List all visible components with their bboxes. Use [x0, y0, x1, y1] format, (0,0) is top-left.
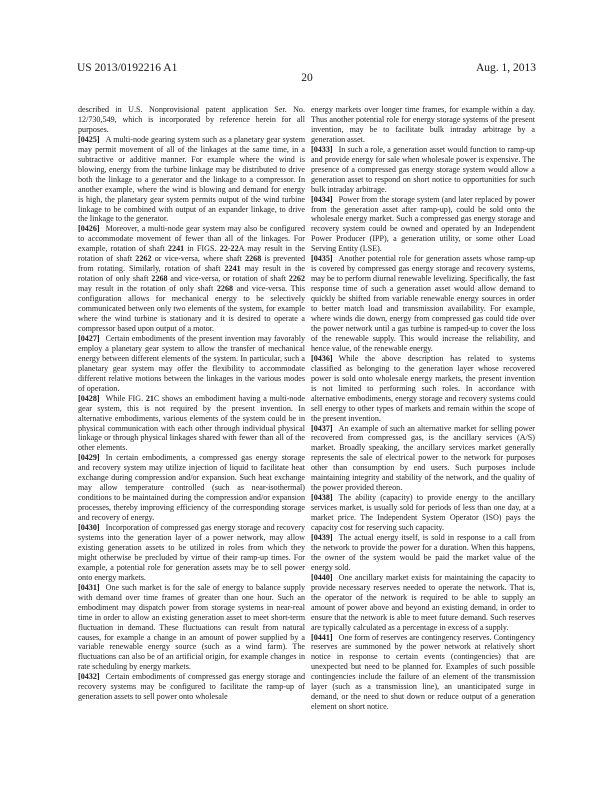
paragraph — [78, 334, 305, 394]
paragraph — [78, 583, 305, 673]
paragraph-text: Certain embodiments of the present invention may favorably employ a planetary gear system to allow the transfer of mechanical energy between different elements of the system. In particular, such a planetary gear system may offer the flexibility to accommodate different relative motions between the linkages in the various modes of operation. — [78, 333, 305, 393]
paragraph-number: [0429] — [78, 453, 100, 463]
paragraph-number: [0427] — [78, 333, 100, 343]
paragraph — [311, 105, 535, 145]
page-number: 20 — [301, 72, 313, 84]
paragraph — [311, 195, 535, 255]
paragraph-text: In such a role, a generation asset would function to ramp-up and provide energy for sale when wholesale power is expensive. The presence of a compressed gas energy storage system would allow a generation asset to respond on short notice to opportunities for such bulk intraday arbitrage. — [311, 144, 535, 194]
paragraph-text: In certain embodiments, a compressed gas energy storage and recovery system may utilize injection of liquid to facilitate heat exchange during compression and/or expansion. Such heat exchange may allow temperature controlled (such as near-isothermal) conditions to be maintained during the compression and/or expansion processes, thereby improving efficiency of the corresponding storage and recovery of energy. — [78, 453, 305, 523]
paragraph-number: [0434] — [311, 194, 333, 204]
paragraph-number: [0438] — [311, 493, 333, 503]
paragraph — [78, 394, 305, 454]
paragraph — [311, 424, 535, 494]
paragraph-text: energy markets over longer time frames, for example within a day. Thus another potential role for energy storage systems of the present invention, may be to facilitate bulk intraday arbitrage by a generation asset. — [311, 105, 535, 144]
paragraph-number: [0431] — [78, 582, 100, 592]
paragraph-text: Incorporation of compressed gas energy storage and recovery systems into the generation layer of a power network, may allow existing generation assets to be utilized in roles from which they might otherwise be precluded by virtue of their ramp-up times. For example, a potential role for generation assets may be to sell power onto energy markets. — [78, 523, 305, 582]
paragraph-text: One ancillary market exists for maintaining the capacity to provide necessary reserves needed to operate the network. That is, the operator of the network is required to be able to supply an amount of power above and beyond an existing demand, in order to ensure that the network is able to meet future demand. Such reserves are typically calculated as a percentage in excess of a supply. — [311, 572, 535, 632]
paragraph — [311, 354, 535, 424]
paragraph-number: [0441] — [311, 632, 333, 642]
paragraph — [78, 672, 305, 702]
publication-number: US 2013/0192216 A1 — [77, 62, 178, 74]
paragraph — [311, 533, 535, 573]
paragraph — [78, 224, 305, 333]
paragraph-number: [0435] — [311, 254, 333, 264]
paragraph-number: [0426] — [78, 224, 100, 234]
paragraph — [78, 523, 305, 583]
paragraph-text: described in U.S. Nonprovisional patent application Ser. No. 12/730,549, which is incorporated by reference herein for all purposes. — [78, 105, 305, 134]
paragraph-number: [0437] — [311, 423, 333, 433]
paragraph — [78, 135, 305, 225]
paragraph-number: [0433] — [311, 144, 333, 154]
paragraph-text: The ability (capacity) to provide energy to the ancillary services market, is usually sold for periods of less than one day, at a market price. The Independent System Operator (ISO) pays the capacity cost for reserving such capacity. — [311, 493, 535, 533]
paragraph-text: Moreover, a multi-node gear system may also be configured to accommodate movement of fewer than all of the linkages. For example, rotation of shaft 2241 in FIGS. 22-22A may result in the rotation of shaft 2262 or vice-versa, where shaft 2268 is prevented from rotating. Similarly, rotation of shaft 2241 may result in the rotation of only shaft 2268 and vice-versa, or rotation of shaft 2262 may result in the rotation of only shaft 2268 and vice-versa. This configuration allows for mechanical energy to be selectively communicated between only two elements of the system, for example where the wind turbine is stationary and it is desired to operate a compressor based upon output of a motor. — [78, 224, 306, 333]
paragraph — [311, 254, 535, 354]
paragraph — [311, 493, 535, 533]
paragraph — [311, 573, 535, 633]
paragraph-text: An example of such an alternative market for selling power recovered from compressed gas, is the ancillary services (A/S) market. Broadly speaking, the ancillary services market generally represents the sale of electrical power to the network for purposes other than consumption by end users. Such purposes include maintaining integrity and stability of the network, and the quality of the power provided thereon. — [311, 423, 535, 493]
paragraph-text: One such market is for the sale of energy to balance supply with demand over time frames of greater than one hour. Such an embodiment may dispatch power from storage systems in near-real time in order to allow an existing generation asset to meet short-term fluctuation in demand. These fluctuations can result from natural causes, for example a change in an amount of power supplied by a variable renewable energy source (such as a wind farm). The fluctuations can also be of an artificial origin, for example changes in rate scheduling by energy markets. — [78, 582, 305, 672]
paragraph-number: [0428] — [78, 393, 100, 403]
paragraph-text: The actual energy itself, is sold in response to a call from the network to provide the power for a duration. When this happens, the owner of the system would be paid the market value of the energy sold. — [311, 532, 535, 572]
left-column — [78, 105, 305, 702]
paragraph-number: [0440] — [311, 572, 333, 582]
paragraph-text: One form of reserves are contingency reserves. Contingency reserves are summoned by the power network at relatively short notice in response to certain events (contingencies) that are unexpected but need to be planned for. Examples of such possible contingencies include the failure of an element of the transmission layer (such as a transmission line), an unanticipated surge in demand, or the need to shut down or reduce output of a generation element on short notice. — [311, 632, 535, 712]
paragraph — [78, 105, 305, 135]
paragraph-text: Power from the storage system (and later replaced by power from the generation asset after ramp-up), could be sold onto the wholesale energy market. Such a compressed gas energy storage and recovery system could be owned and operated by an Independent Power Producer (IPP), a generation utility, or some other Load Serving Entity (LSE). — [311, 194, 535, 254]
paragraph-number: [0432] — [78, 672, 100, 682]
paragraph-text: While the above description has related to systems classified as belonging to the generation layer whose recovered power is sold onto wholesale energy markets, the present invention is not limited to performing such roles. In accordance with alternative embodiments, energy storage and recovery systems could sell energy to other types of markets and remain within the scope of the present invention. — [311, 353, 535, 423]
publication-date: Aug. 1, 2013 — [475, 62, 536, 74]
paragraph-number: [0439] — [311, 532, 333, 542]
paragraph — [311, 633, 535, 713]
paragraph — [78, 453, 305, 523]
paragraph-number: [0430] — [78, 523, 100, 533]
paragraph-text: Certain embodiments of compressed gas energy storage and recovery systems may be configured to facilitate the ramp-up of generation assets to sell power onto wholesale — [78, 672, 305, 702]
paragraph-text: While FIG. 21C shows an embodiment having a multi-node gear system, this is not required by the present invention. In alternative embodiments, various elements of the system could be in physical communication with each other through individual physical linkage or through physical linkages shared with fewer than all of the other elements. — [78, 393, 306, 453]
paragraph-text: A multi-node gearing system such as a planetary gear system may permit movement of all of the linkages at the same time, in a subtractive or additive manner. For example where the wind is blowing, energy from the turbine linkage may be distributed to drive both the linkage to a generator and the linkage to a compressor. In another example, where the wind is blowing and demand for energy is high, the planetary gear system permits output of the wind turbine linkage to be combined with output of an expander linkage, to drive the linkage to the generator. — [78, 134, 305, 224]
paragraph — [311, 145, 535, 195]
paragraph-text: Another potential role for generation assets whose ramp-up is covered by compressed gas energy storage and recovery systems, may be to perform diurnal renewable levelizing. Specifically, the fast response time of such a generation asset would allow demand to quickly be shifted from variable renewable energy sources in order to better match load and transmission availability. For example, where winds die down, energy from compressed gas could tide over the power network until a gas turbine is ramped-up to cover the loss of the renewable supply. This would increase the reliability, and hence value, of the renewable energy. — [311, 254, 535, 353]
paragraph-number: [0425] — [78, 134, 100, 144]
right-column — [311, 105, 535, 712]
paragraph-number: [0436] — [311, 353, 333, 363]
